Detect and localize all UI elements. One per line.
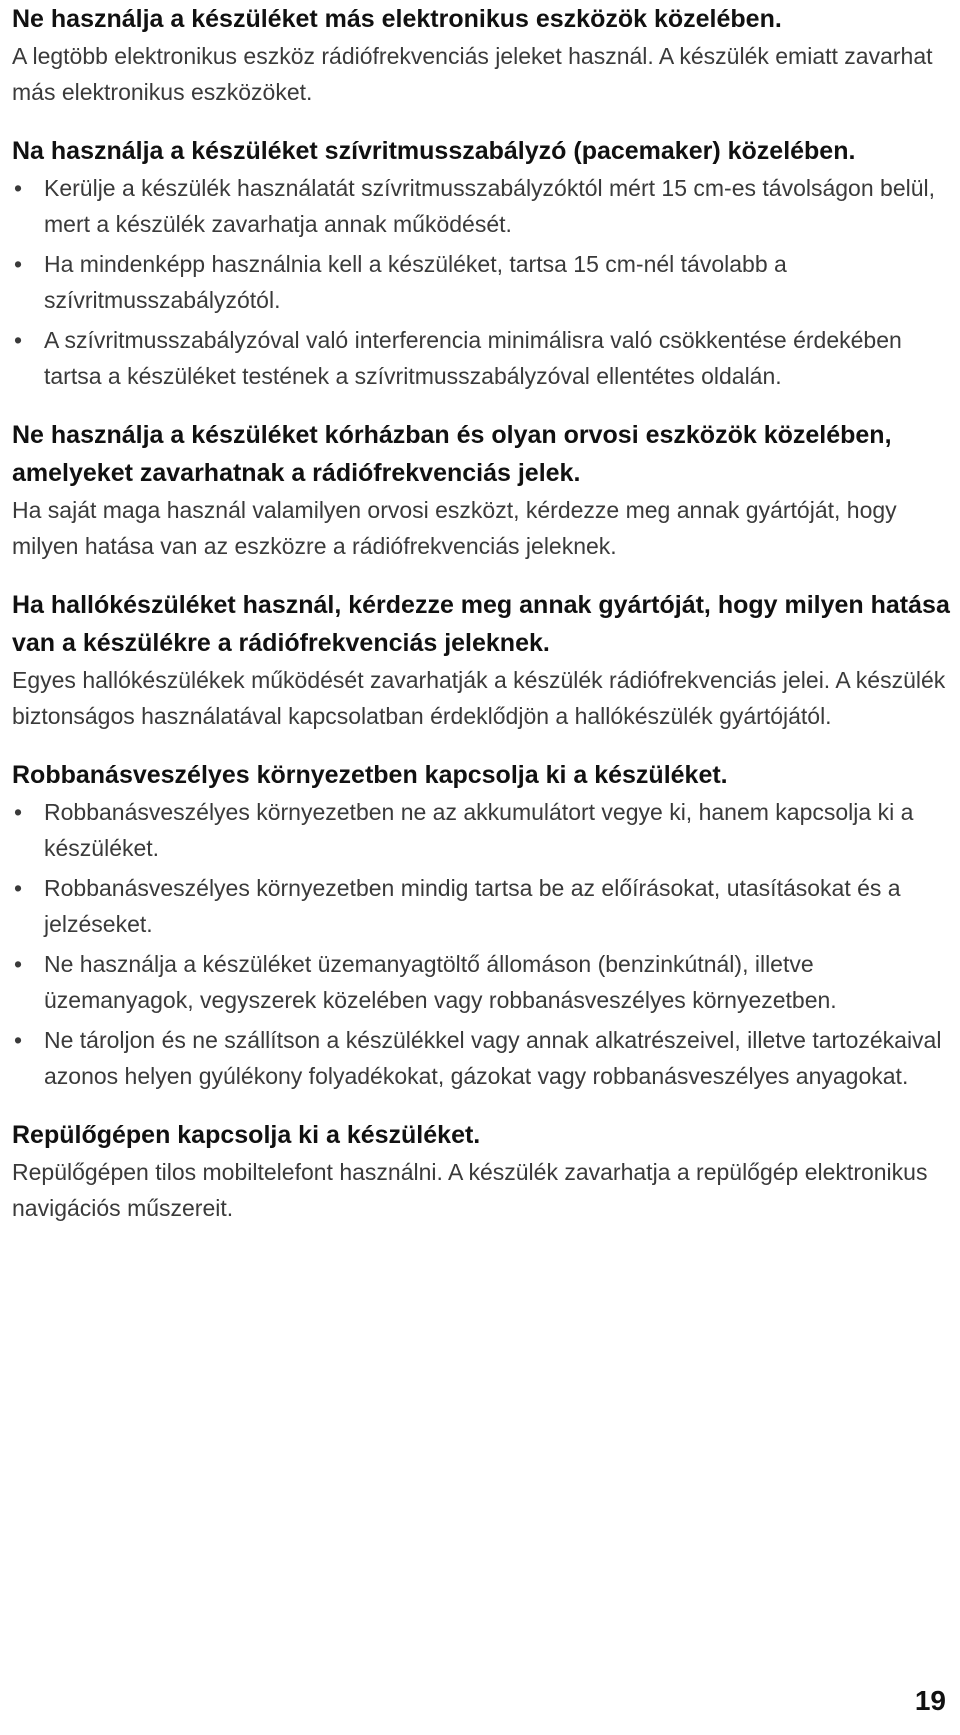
bullet-icon: • [14, 1027, 23, 1053]
document-page [12, 0, 952, 1226]
list-item-text: Ha mindenképp használnia kell a készüléket, tartsa 15 cm-nél távolabb a szívritmusszabályzótól. [44, 251, 787, 313]
section-paragraph: Repülőgépen tilos mobiltelefont használni. A készülék zavarhatja a repülőgép elektronikus navigációs műszereit. [12, 1159, 928, 1221]
section-heading: Robbanásveszélyes környezetben kapcsolja ki a készüléket. [12, 761, 728, 789]
list-item-text: Ne használja a készüléket üzemanyagtöltő állomáson (benzinkútnál), illetve üzemanyagok, vegyszerek közelében vagy robbanásveszélyes környezetben. [44, 951, 837, 1013]
bullet-icon: • [14, 951, 23, 977]
list-item [12, 170, 952, 242]
list-item-text: A szívritmusszabályzóval való interferencia minimálisra való csökkentése érdekében tartsa a készüléket testének a szívritmusszabályzóval ellentétes oldalán. [44, 327, 902, 389]
section-heading: Na használja a készüléket szívritmusszabályzó (pacemaker) közelében. [12, 137, 856, 165]
section-electronic-devices [12, 0, 952, 110]
list-item-text: Robbanásveszélyes környezetben mindig tartsa be az előírásokat, utasításokat és a jelzéseket. [44, 875, 901, 937]
section-pacemaker [12, 132, 952, 394]
page-number: 19 [914, 1685, 946, 1716]
section-hearing-aid [12, 586, 952, 734]
list-item [12, 946, 952, 1018]
section-heading: Ha hallókészüléket használ, kérdezze meg annak gyártóját, hogy milyen hatása van a készülékre a rádiófrekvenciás jeleknek. [12, 591, 950, 657]
section-paragraph: Ha saját maga használ valamilyen orvosi eszközt, kérdezze meg annak gyártóját, hogy milyen hatása van az eszközre a rádiófrekvenciás jeleknek. [12, 497, 897, 559]
list-item [12, 322, 952, 394]
section-heading: Repülőgépen kapcsolja ki a készüléket. [12, 1121, 481, 1149]
bullet-icon: • [14, 327, 23, 353]
list-item [12, 246, 952, 318]
section-heading: Ne használja a készüléket más elektronikus eszközök közelében. [12, 5, 782, 33]
bullet-list [12, 794, 952, 1094]
section-heading: Ne használja a készüléket kórházban és olyan orvosi eszközök közelében, amelyeket zavarhatnak a rádiófrekvenciás jelek. [12, 421, 892, 487]
section-airplane [12, 1116, 952, 1226]
bullet-list [12, 170, 952, 394]
list-item [12, 1022, 952, 1094]
list-item-text: Kerülje a készülék használatát szívritmusszabályzóktól mért 15 cm-es távolságon belül, mert a készülék zavarhatja annak működését. [44, 175, 936, 237]
bullet-icon: • [14, 175, 23, 201]
bullet-icon: • [14, 875, 23, 901]
section-hospital [12, 416, 952, 564]
section-paragraph: Egyes hallókészülékek működését zavarhatják a készülék rádiófrekvenciás jelei. A készülék biztonságos használatával kapcsolatban érdeklődjön a hallókészülék gyártójától. [12, 667, 946, 729]
bullet-icon: • [14, 251, 23, 277]
list-item [12, 794, 952, 866]
list-item [12, 870, 952, 942]
section-explosive-environment [12, 756, 952, 1094]
list-item-text: Ne tároljon és ne szállítson a készülékkel vagy annak alkatrészeivel, illetve tartozékaival azonos helyen gyúlékony folyadékokat, gázokat vagy robbanásveszélyes anyagokat. [44, 1027, 942, 1089]
list-item-text: Robbanásveszélyes környezetben ne az akkumulátort vegye ki, hanem kapcsolja ki a készüléket. [44, 799, 914, 861]
section-paragraph: A legtöbb elektronikus eszköz rádiófrekvenciás jeleket használ. A készülék emiatt zavarhat más elektronikus eszközöket. [12, 43, 933, 105]
bullet-icon: • [14, 799, 23, 825]
